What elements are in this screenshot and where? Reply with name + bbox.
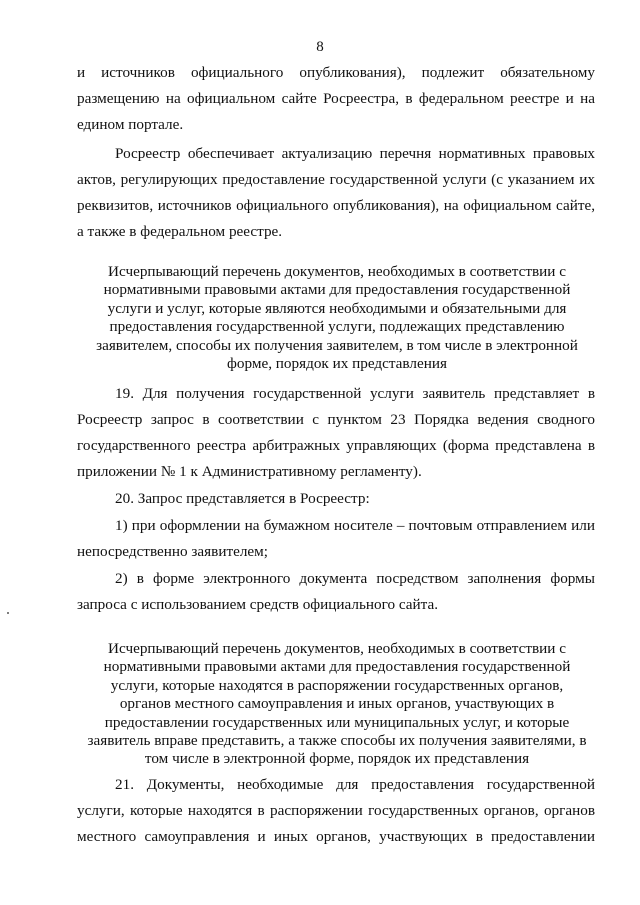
paragraph-20: 20. Запрос представляется в Росреестр:	[115, 490, 370, 507]
section-heading-interagency-documents: Исчерпывающий перечень документов, необходимых в соответствии с нормативными правовыми актами для предоставления государственной услуги, которые находятся в распоряжении государственных органов, органов местного самоуправления и иных органов, участвующих в предоставлении государственных или муниципальных услуг, и которые заявитель вправе представить, а также способы их получения заявителями, в том числе в электронной форме, порядок их представления	[87, 640, 587, 768]
paragraph-20-item-1: 1) при оформлении на бумажном носителе – почтовым отправлением или непосредственно заявителем;	[77, 517, 595, 560]
page-number: 8	[316, 39, 324, 55]
scan-speck	[7, 612, 9, 614]
paragraph-21: 21. Документы, необходимые для предоставления государственной услуги, которые находятся в распоряжении государственных органов, органов местного самоуправления и иных органов, участвующих в предоставлении	[77, 776, 595, 845]
paragraph-20-item-2: 2) в форме электронного документа посредством заполнения формы запроса с использованием средств официального сайта.	[77, 570, 595, 613]
paragraph-19: 19. Для получения государственной услуги заявитель представляет в Росреестр запрос в соответствии с пунктом 23 Порядка ведения сводного государственного реестра арбитражных управляющих (форма представлена в приложении № 1 к Административному регламенту).	[77, 385, 595, 480]
paragraph-actualization: Росреестр обеспечивает актуализацию перечня нормативных правовых актов, регулирующих предоставление государственной услуги (с указанием их реквизитов, источников официального опубликования), на официальном сайте, а также в федеральном реестре.	[77, 145, 595, 240]
paragraph-continuation: и источников официального опубликования), подлежит обязательному размещению на официальном сайте Росреестра, в федеральном реестре и на едином портале.	[77, 64, 595, 133]
section-heading-documents: Исчерпывающий перечень документов, необходимых в соответствии с нормативными правовыми актами для предоставления государственной услуги и услуг, которые являются необходимыми и обязательными для предоставления государственной услуги, подлежащих представлению заявителем, способы их получения заявителем, в том числе в электронной форме, порядок их представления	[96, 263, 578, 373]
